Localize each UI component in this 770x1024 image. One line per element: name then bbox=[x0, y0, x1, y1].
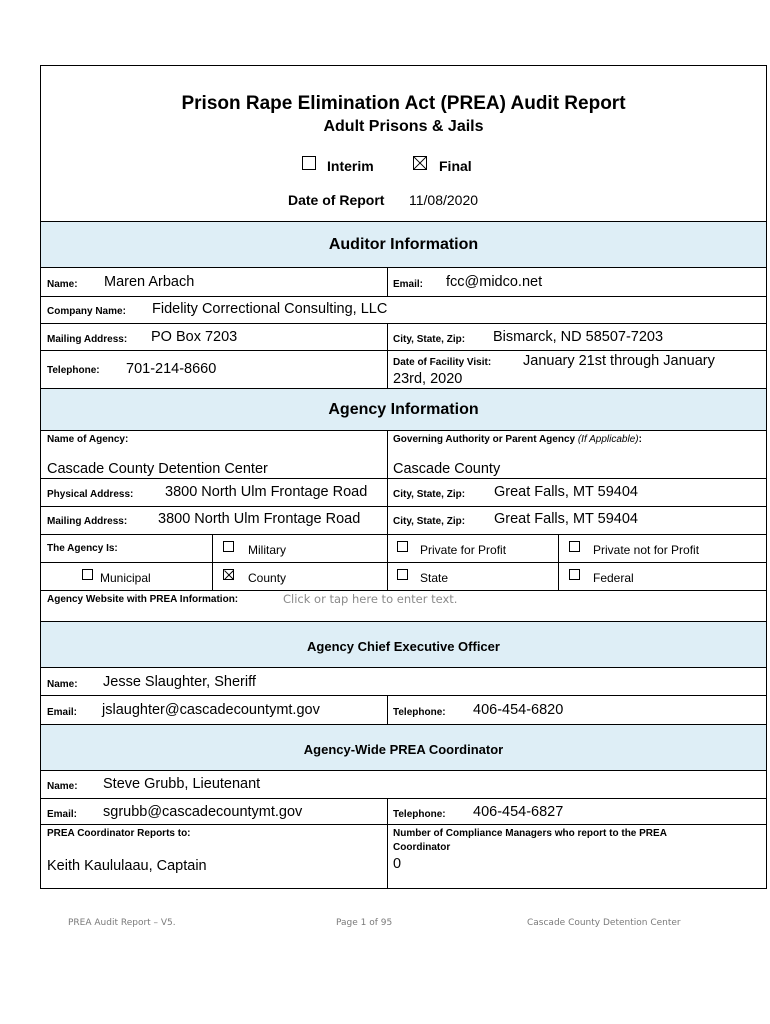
date-of-report-label: Date of Report bbox=[288, 192, 385, 208]
footer-facility-name: Cascade County Detention Center bbox=[527, 918, 681, 928]
coordinator-phone-label: Telephone: bbox=[393, 809, 446, 820]
auditor-mailing-label: Mailing Address: bbox=[47, 334, 128, 345]
reports-to-label: PREA Coordinator Reports to: bbox=[47, 828, 191, 839]
agency-mailing-value[interactable]: 3800 North Ulm Frontage Road bbox=[158, 511, 361, 527]
final-label: Final bbox=[439, 158, 472, 174]
facility-visit-value-line1[interactable]: January 21st through January bbox=[523, 353, 715, 369]
ceo-email-label: Email: bbox=[47, 707, 78, 718]
state-checkbox[interactable] bbox=[397, 569, 408, 580]
footer-version: PREA Audit Report – V5. bbox=[68, 918, 176, 928]
coordinator-email-value[interactable]: sgrubb@cascadecountymt.gov bbox=[103, 804, 303, 820]
private-not-for-profit-checkbox[interactable] bbox=[569, 541, 580, 552]
facility-visit-label: Date of Facility Visit: bbox=[393, 357, 492, 368]
ceo-name-value[interactable]: Jesse Slaughter, Sheriff bbox=[103, 674, 256, 690]
coordinator-phone-value[interactable]: 406-454-6827 bbox=[473, 804, 564, 820]
governing-authority-value[interactable]: Cascade County bbox=[393, 461, 501, 477]
facility-visit-value-line2[interactable]: 23rd, 2020 bbox=[393, 371, 463, 387]
compliance-managers-value[interactable]: 0 bbox=[393, 856, 402, 872]
private-for-profit-checkbox[interactable] bbox=[397, 541, 408, 552]
military-checkbox[interactable] bbox=[223, 541, 234, 552]
military-label: Military bbox=[248, 543, 286, 557]
final-checkbox[interactable] bbox=[413, 156, 427, 170]
coordinator-name-value[interactable]: Steve Grubb, Lieutenant bbox=[103, 776, 261, 792]
reports-to-value[interactable]: Keith Kaululaau, Captain bbox=[47, 858, 207, 874]
mailing-city-value[interactable]: Great Falls, MT 59404 bbox=[494, 511, 638, 527]
company-name-value[interactable]: Fidelity Correctional Consulting, LLC bbox=[152, 301, 388, 317]
municipal-checkbox[interactable] bbox=[82, 569, 93, 580]
auditor-mailing-value[interactable]: PO Box 7203 bbox=[151, 329, 238, 345]
auditor-city-label: City, State, Zip: bbox=[393, 334, 466, 345]
footer-page-number: Page 1 of 95 bbox=[336, 918, 393, 928]
ceo-email-value[interactable]: jslaughter@cascadecountymt.gov bbox=[102, 702, 320, 718]
agency-website-input[interactable]: Click or tap here to enter text. bbox=[283, 592, 458, 606]
interim-label: Interim bbox=[327, 158, 374, 174]
ceo-phone-label: Telephone: bbox=[393, 707, 446, 718]
report-subtitle: Adult Prisons & Jails bbox=[323, 118, 484, 135]
date-of-report-value: 11/08/2020 bbox=[409, 192, 479, 208]
auditor-email-value[interactable]: fcc@midco.net bbox=[446, 274, 543, 290]
compliance-managers-label-line2: Coordinator bbox=[393, 842, 451, 853]
auditor-section-title: Auditor Information bbox=[328, 236, 479, 253]
auditor-city-value[interactable]: Bismarck, ND 58507-7203 bbox=[493, 329, 664, 345]
federal-checkbox[interactable] bbox=[569, 569, 580, 580]
coordinator-name-label: Name: bbox=[47, 781, 78, 792]
state-label: State bbox=[420, 571, 449, 585]
agency-name-value[interactable]: Cascade County Detention Center bbox=[47, 461, 268, 477]
ceo-section-title: Agency Chief Executive Officer bbox=[307, 639, 500, 654]
auditor-phone-label: Telephone: bbox=[47, 365, 100, 376]
auditor-name-value[interactable]: Maren Arbach bbox=[104, 274, 195, 290]
auditor-name-label: Name: bbox=[47, 279, 78, 290]
compliance-managers-label-line1: Number of Compliance Managers who report to the PREA bbox=[393, 828, 667, 839]
coordinator-email-label: Email: bbox=[47, 809, 78, 820]
agency-is-label: The Agency Is: bbox=[47, 543, 118, 554]
auditor-email-label: Email: bbox=[393, 279, 424, 290]
company-name-label: Company Name: bbox=[47, 306, 126, 317]
report-title: Prison Rape Elimination Act (PREA) Audit Report bbox=[181, 93, 626, 114]
audit-report-form bbox=[40, 65, 767, 889]
federal-label: Federal bbox=[593, 571, 634, 585]
physical-city-label: City, State, Zip: bbox=[393, 489, 466, 500]
agency-mailing-label: Mailing Address: bbox=[47, 516, 128, 527]
physical-address-value[interactable]: 3800 North Ulm Frontage Road bbox=[165, 484, 368, 500]
governing-authority-label: Governing Authority or Parent Agency (If Applicable): bbox=[393, 434, 642, 445]
private-for-profit-label: Private for Profit bbox=[420, 543, 507, 557]
coordinator-section-title: Agency-Wide PREA Coordinator bbox=[303, 742, 504, 757]
interim-checkbox[interactable] bbox=[302, 156, 316, 170]
mailing-city-label: City, State, Zip: bbox=[393, 516, 466, 527]
county-label: County bbox=[248, 571, 287, 585]
agency-name-label: Name of Agency: bbox=[47, 434, 129, 445]
private-not-for-profit-label: Private not for Profit bbox=[593, 543, 700, 557]
physical-address-label: Physical Address: bbox=[47, 489, 134, 500]
ceo-name-label: Name: bbox=[47, 679, 78, 690]
agency-section-title: Agency Information bbox=[328, 401, 479, 418]
municipal-label: Municipal bbox=[100, 571, 151, 585]
county-checkbox[interactable] bbox=[223, 569, 234, 580]
ceo-phone-value[interactable]: 406-454-6820 bbox=[473, 702, 564, 718]
agency-website-label: Agency Website with PREA Information: bbox=[47, 594, 239, 605]
physical-city-value[interactable]: Great Falls, MT 59404 bbox=[494, 484, 638, 500]
auditor-phone-value[interactable]: 701-214-8660 bbox=[126, 361, 217, 377]
